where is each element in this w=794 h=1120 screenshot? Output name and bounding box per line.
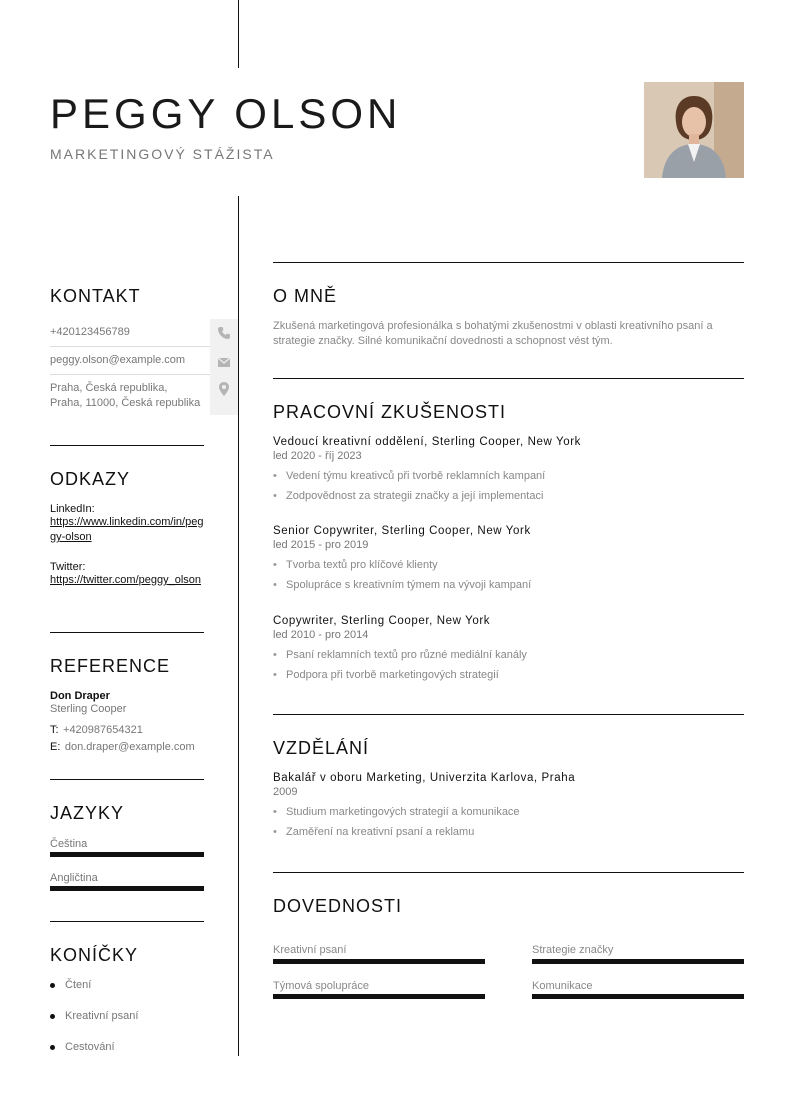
- contact-divider: [50, 374, 210, 375]
- about-heading: O MNĚ: [273, 286, 338, 306]
- top-vertical-rule: [238, 0, 239, 68]
- languages-heading: JAZYKY: [50, 803, 125, 823]
- section-divider: [50, 779, 204, 780]
- degree-title: Bakalář v oboru Marketing, Univerzita Karlova, Praha: [273, 772, 576, 784]
- about-text: Zkušená marketingová profesionálka s bohatými zkušenostmi v oblasti kreativního psaní a strategie značky. Silné komunikační dovednosti a schopnost vést tým.: [273, 320, 713, 347]
- column-divider: [238, 196, 239, 1056]
- phone-icon: [216, 325, 232, 341]
- skill-name: Týmová spolupráce: [273, 980, 369, 992]
- skill-name: Strategie značky: [532, 944, 614, 956]
- job-title: Vedoucí kreativní oddělení, Sterling Cooper, New York: [273, 436, 581, 448]
- skill-name: Komunikace: [532, 980, 593, 992]
- job-entry: [273, 436, 743, 502]
- skill-level-bar: [532, 959, 744, 964]
- bullet-dot: [50, 1014, 55, 1019]
- reference-company: Sterling Cooper: [50, 703, 127, 715]
- job-entry: [273, 615, 743, 681]
- language-name: Čeština: [50, 838, 88, 850]
- phone-label: T:: [50, 724, 59, 736]
- education-bullet: • Studium marketingových strategií a komunikace: [273, 806, 743, 818]
- education-year: 2009: [273, 786, 298, 798]
- link-linkedin: [50, 503, 204, 545]
- section-divider: [273, 872, 744, 873]
- contact-address: [50, 381, 238, 411]
- section-divider: [50, 445, 204, 446]
- job-bullet: • Zodpovědnost za strategii značky a její implementaci: [273, 490, 743, 502]
- reference-block: [50, 690, 238, 755]
- hobby-label: Čtení: [65, 979, 92, 991]
- reference-email[interactable]: don.draper@example.com: [64, 741, 195, 753]
- hobbies-heading: KONÍČKY: [50, 945, 139, 965]
- job-role: MARKETINGOVÝ STÁŽISTA: [50, 146, 275, 162]
- section-divider: [50, 632, 204, 633]
- reference-phone-row: [50, 721, 238, 738]
- twitter-link[interactable]: https://twitter.com/peggy_olson: [50, 574, 202, 586]
- job-entry: [273, 525, 743, 591]
- language-level-bar: [50, 886, 204, 891]
- hobby-item: [50, 1041, 115, 1053]
- language-level-bar: [50, 852, 204, 857]
- job-title: Copywriter, Sterling Cooper, New York: [273, 615, 491, 627]
- reference-email-row: [50, 738, 238, 755]
- job-date: led 2015 - pro 2019: [273, 539, 369, 551]
- envelope-icon: [216, 354, 232, 370]
- job-bullet: • Vedení týmu kreativců při tvorbě reklamních kampaní: [273, 470, 743, 482]
- link-twitter: [50, 561, 204, 588]
- skill-level-bar: [532, 994, 744, 999]
- hobby-label: Cestování: [65, 1041, 115, 1053]
- job-bullet: • Podpora při tvorbě marketingových strategií: [273, 669, 743, 681]
- skill-level-bar: [273, 994, 485, 999]
- hobby-label: Kreativní psaní: [65, 1010, 139, 1022]
- hobby-item: [50, 979, 91, 991]
- skill-name: Kreativní psaní: [273, 944, 347, 956]
- linkedin-link[interactable]: https://www.linkedin.com/in/peggy-olson: [50, 516, 204, 543]
- job-bullet: • Spolupráce s kreativním týmem na vývoji kampaní: [273, 579, 743, 591]
- experience-heading: PRACOVNÍ ZKUŠENOSTI: [273, 402, 507, 422]
- hobby-item: [50, 1010, 138, 1022]
- bullet-dot: [50, 1045, 55, 1050]
- contact-heading: KONTAKT: [50, 286, 141, 306]
- contact-phone: +420123456789: [50, 326, 130, 338]
- education-bullet: • Zaměření na kreativní psaní a reklamu: [273, 826, 743, 838]
- skill-level-bar: [273, 959, 485, 964]
- section-divider: [50, 921, 204, 922]
- email-label: E:: [50, 741, 61, 753]
- section-divider: [273, 714, 744, 715]
- reference-name: Don Draper: [50, 690, 110, 702]
- reference-phone: +420987654321: [63, 724, 143, 736]
- bullet-dot: [50, 983, 55, 988]
- location-pin-icon: [216, 381, 232, 397]
- link-label: LinkedIn:: [50, 503, 95, 515]
- skills-heading: DOVEDNOSTI: [273, 896, 403, 916]
- contact-email[interactable]: peggy.olson@example.com: [50, 354, 186, 366]
- address-line: Praha, Česká republika,: [50, 382, 168, 394]
- section-divider: [273, 378, 744, 379]
- section-divider: [273, 262, 744, 263]
- job-date: led 2010 - pro 2014: [273, 629, 369, 641]
- address-line: Praha, 11000, Česká republika: [50, 397, 201, 409]
- contact-divider: [50, 346, 210, 347]
- education-entry: [273, 772, 743, 838]
- education-heading: VZDĚLÁNÍ: [273, 738, 370, 758]
- profile-photo: [644, 82, 744, 178]
- link-label: Twitter:: [50, 561, 86, 573]
- reference-heading: REFERENCE: [50, 656, 171, 676]
- page-title: PEGGY OLSON: [50, 90, 402, 137]
- job-bullet: • Tvorba textů pro klíčové klienty: [273, 559, 743, 571]
- job-title: Senior Copywriter, Sterling Cooper, New York: [273, 525, 531, 537]
- job-date: led 2020 - říj 2023: [273, 450, 362, 462]
- language-name: Angličtina: [50, 872, 98, 884]
- job-bullet: • Psaní reklamních textů pro různé mediální kanály: [273, 649, 743, 661]
- links-heading: ODKAZY: [50, 469, 131, 489]
